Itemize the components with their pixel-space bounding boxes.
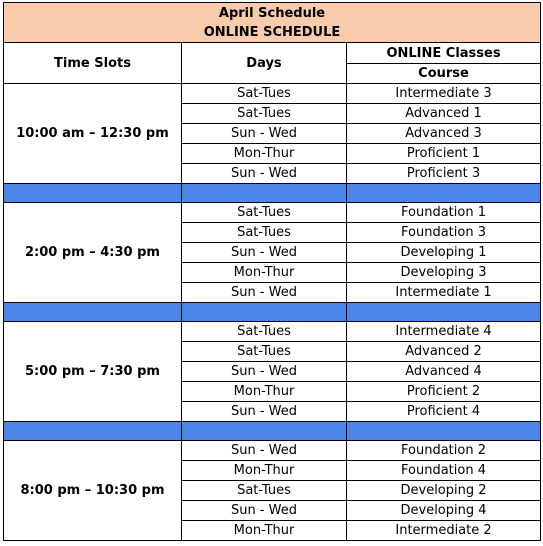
- day-cell: Sun - Wed: [182, 441, 347, 461]
- separator-cell: [182, 422, 347, 441]
- day-cell: Mon-Thur: [182, 382, 347, 402]
- table-row: [4, 84, 541, 104]
- day-cell: Sun - Wed: [182, 402, 347, 422]
- course-cell: Foundation 4: [347, 461, 541, 481]
- separator-row: [4, 184, 541, 203]
- day-cell: Mon-Thur: [182, 521, 347, 541]
- course-cell: Foundation 1: [347, 203, 541, 223]
- table-row: [4, 322, 541, 342]
- time-slot-cell: 8:00 pm – 10:30 pm: [4, 441, 182, 541]
- course-cell: Intermediate 3: [347, 84, 541, 104]
- day-cell: Mon-Thur: [182, 263, 347, 283]
- course-cell: Proficient 3: [347, 164, 541, 184]
- day-cell: Sat-Tues: [182, 84, 347, 104]
- table-row: [4, 203, 541, 223]
- day-cell: Sat-Tues: [182, 322, 347, 342]
- header-row-1: [4, 43, 541, 64]
- day-cell: Sun - Wed: [182, 124, 347, 144]
- course-cell: Developing 4: [347, 501, 541, 521]
- day-cell: Sat-Tues: [182, 223, 347, 243]
- day-cell: Sun - Wed: [182, 164, 347, 184]
- course-cell: Proficient 1: [347, 144, 541, 164]
- header-days: Days: [182, 43, 347, 84]
- time-slot-cell: 2:00 pm – 4:30 pm: [4, 203, 182, 303]
- course-cell: Intermediate 1: [347, 283, 541, 303]
- course-cell: Developing 3: [347, 263, 541, 283]
- day-cell: Sun - Wed: [182, 243, 347, 263]
- course-cell: Advanced 3: [347, 124, 541, 144]
- day-cell: Mon-Thur: [182, 461, 347, 481]
- course-cell: Advanced 2: [347, 342, 541, 362]
- separator-cell: [4, 184, 182, 203]
- course-cell: Developing 1: [347, 243, 541, 263]
- separator-row: [4, 422, 541, 441]
- header-course: Course: [347, 64, 541, 84]
- course-cell: Advanced 4: [347, 362, 541, 382]
- schedule-table: [3, 2, 541, 541]
- course-cell: Foundation 3: [347, 223, 541, 243]
- day-cell: Sun - Wed: [182, 362, 347, 382]
- header-time-slots: Time Slots: [4, 43, 182, 84]
- separator-cell: [182, 184, 347, 203]
- time-slot-cell: 5:00 pm – 7:30 pm: [4, 322, 182, 422]
- separator-cell: [4, 303, 182, 322]
- separator-cell: [4, 422, 182, 441]
- day-cell: Sat-Tues: [182, 104, 347, 124]
- day-cell: Sun - Wed: [182, 283, 347, 303]
- separator-cell: [182, 303, 347, 322]
- title-line-1: April Schedule: [218, 5, 326, 21]
- separator-cell: [347, 422, 541, 441]
- day-cell: Sat-Tues: [182, 481, 347, 501]
- course-cell: Proficient 2: [347, 382, 541, 402]
- course-cell: Advanced 1: [347, 104, 541, 124]
- day-cell: Sat-Tues: [182, 203, 347, 223]
- schedule-title: [4, 3, 541, 43]
- title-row: [4, 3, 541, 43]
- separator-row: [4, 303, 541, 322]
- course-cell: Proficient 4: [347, 402, 541, 422]
- separator-cell: [347, 303, 541, 322]
- course-cell: Intermediate 4: [347, 322, 541, 342]
- title-line-2: ONLINE SCHEDULE: [203, 24, 341, 40]
- course-cell: Developing 2: [347, 481, 541, 501]
- header-online-classes: ONLINE Classes: [347, 43, 541, 64]
- table-row: [4, 441, 541, 461]
- day-cell: Sun - Wed: [182, 501, 347, 521]
- time-slot-cell: 10:00 am – 12:30 pm: [4, 84, 182, 184]
- schedule-body: [4, 3, 541, 541]
- course-cell: Foundation 2: [347, 441, 541, 461]
- course-cell: Intermediate 2: [347, 521, 541, 541]
- day-cell: Sat-Tues: [182, 342, 347, 362]
- separator-cell: [347, 184, 541, 203]
- day-cell: Mon-Thur: [182, 144, 347, 164]
